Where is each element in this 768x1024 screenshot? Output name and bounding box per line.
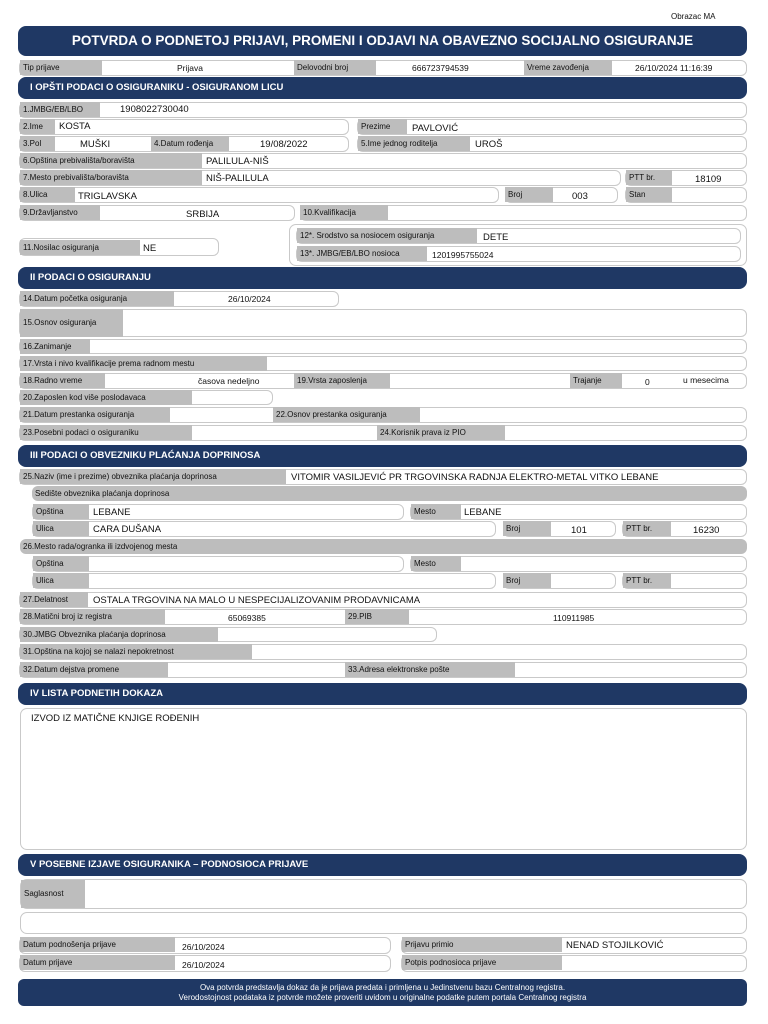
sed-mesto-label: Mesto <box>411 504 461 519</box>
sed-opstina-value: LEBANE <box>93 507 131 518</box>
ulica-label: 8.Ulica <box>20 187 75 202</box>
pol-value: MUŠKI <box>80 139 111 150</box>
sed-ulica-label: Ulica <box>33 521 89 536</box>
ime-value: KOSTA <box>59 121 91 132</box>
naziv-value: VITOMIR VASILJEVIĆ PR TRGOVINSKA RADNJA ELEKTRO-METAL VITKO LEBANE <box>291 472 659 483</box>
opstina-nepokretnost-label: 31.Opština na kojoj se nalazi nepokretnost <box>20 644 252 659</box>
mesto-rada-label: 26.Mesto rada/ogranka ili izdvojenog mesta <box>20 539 747 554</box>
primio-value: NENAD STOJILKOVIĆ <box>566 940 664 951</box>
datum-rodjenja-value: 19/08/2022 <box>260 139 308 150</box>
mr-mesto-label: Mesto <box>411 556 461 571</box>
mr-broj-label: Broj <box>503 573 551 588</box>
ptt-value: 18109 <box>695 174 722 185</box>
form-code: Obrazac MA <box>671 12 716 21</box>
kvalifikacija-label: 10.Kvalifikacija <box>300 205 388 220</box>
section-1-title: I OPŠTI PODACI O OSIGURANIKU - OSIGURANOM LICU <box>18 77 747 99</box>
naziv-label: 25.Naziv (ime i prezime) obveznika plaćanja doprinosa <box>20 469 286 484</box>
maticni-label: 28.Matični broj iz registra <box>20 609 165 624</box>
dokaz-item: IZVOD IZ MATIČNE KNJIGE ROĐENIH <box>31 713 200 724</box>
stan-label: Stan <box>626 187 672 202</box>
section-4-title: IV LISTA PODNETIH DOKAZA <box>18 683 747 705</box>
vrsta-zaposlenja-label: 19.Vrsta zaposlenja <box>294 373 390 388</box>
sed-mesto-value: LEBANE <box>464 507 502 518</box>
adresa-label: 33.Adresa elektronske pošte <box>345 662 515 677</box>
ime-label: 2.Ime <box>20 119 55 134</box>
delovodni-label: Delovodni broj <box>294 60 376 75</box>
izjava-box <box>20 912 747 934</box>
pocetak-value: 26/10/2024 <box>228 294 271 304</box>
row-zanimanje <box>19 339 747 354</box>
primio-label: Prijavu primio <box>402 937 562 952</box>
potpis-label: Potpis podnosioca prijave <box>402 955 562 970</box>
sed-ulica-value: CARA DUŠANA <box>93 524 162 535</box>
maticni-value: 65069385 <box>228 613 266 623</box>
section-2-title: II PODACI O OSIGURANJU <box>18 267 747 289</box>
mr-ulica-label: Ulica <box>33 573 89 588</box>
pib-label: 29.PIB <box>345 609 409 624</box>
vise-poslodavaca-label: 20.Zaposlen kod više poslodavaca <box>20 390 192 405</box>
row-osnov <box>19 309 747 337</box>
page-title: POTVRDA O PODNETOJ PRIJAVI, PROMENI I ODJAVI NA OBAVEZNO SOCIJALNO OSIGURANJE <box>18 26 747 56</box>
sed-opstina-label: Opština <box>33 504 89 519</box>
mr-ptt-label: PTT br. <box>623 573 671 588</box>
jmbg-nosioca-label: 13*. JMBG/EB/LBO nosioca <box>297 246 427 261</box>
pib-value: 110911985 <box>553 613 595 623</box>
opstina-value: PALILULA-NIŠ <box>206 156 269 167</box>
nosilac-label: 11.Nosilac osiguranja <box>20 240 140 255</box>
u-mesecima-text: u mesecima <box>683 375 729 385</box>
pocetak-label: 14.Datum početka osiguranja <box>20 291 174 306</box>
srodstvo-label: 12*. Srodstvo sa nosiocem osiguranja <box>297 228 477 243</box>
vreme-label: Vreme zavođenja <box>524 60 612 75</box>
delovodni-value: 666723794539 <box>412 63 469 73</box>
zanimanje-label: 16.Zanimanje <box>20 339 90 354</box>
jmbg-label: 1.JMBG/EB/LBO <box>20 102 100 117</box>
section-3-title: III PODACI O OBVEZNIKU PLAĆANJA DOPRINOSA <box>18 445 747 467</box>
osnov-label: 15.Osnov osiguranja <box>20 309 123 337</box>
vrsta-kval-label: 17.Vrsta i nivo kvalifikacije prema radnom mestu <box>20 356 267 371</box>
nosilac-value: NE <box>143 243 157 254</box>
sed-broj-value: 101 <box>571 525 587 536</box>
datum-rodjenja-label: 4.Datum rođenja <box>151 136 229 151</box>
tip-label: Tip prijave <box>20 60 102 75</box>
srodstvo-value: DETE <box>483 232 509 243</box>
sediste-label: Sedište obveznika plaćanja doprinosa <box>32 486 747 501</box>
footer-line-2: Verodostojnost podataka iz potvrde možete proveriti uvidom u originalne podatke putem portala Centralnog registra <box>178 993 587 1002</box>
trajanje-value: 0 <box>645 377 650 387</box>
radno-vreme-label: 18.Radno vreme <box>20 373 105 388</box>
saglasnost-box <box>20 879 747 909</box>
jmbg-value: 1908022730040 <box>120 104 189 115</box>
tip-value: Prijava <box>177 63 203 73</box>
dejstvo-label: 32.Datum dejstva promene <box>20 662 168 677</box>
roditelj-value: UROŠ <box>475 139 503 150</box>
sed-ptt-value: 16230 <box>693 525 720 536</box>
datum-prijave-label: Datum prijave <box>20 955 175 970</box>
jmbg-nosioca-value: 1201995755024 <box>432 250 494 260</box>
dokazi-box <box>20 708 747 850</box>
opstina-label: 6.Opština prebivališta/boravišta <box>20 153 202 168</box>
section-5-title: V POSEBNE IZJAVE OSIGURANIKA – PODNOSIOCA PRIJAVE <box>18 854 747 876</box>
datum-podnosenja-label: Datum podnošenja prijave <box>20 937 175 952</box>
broj-label: Broj <box>505 187 553 202</box>
prestanak-label: 21.Datum prestanka osiguranja <box>20 407 170 422</box>
sed-broj-label: Broj <box>503 521 551 536</box>
footer <box>18 979 747 1006</box>
footer-line-1: Ova potvrda predstavlja dokaz da je prijava predata i primljena u Jedinstvenu bazu Centralnog registra. <box>199 983 566 992</box>
datum-podnosenja-value: 26/10/2024 <box>182 942 225 952</box>
mesto-value: NIŠ-PALILULA <box>206 173 269 184</box>
mesto-label: 7.Mesto prebivališta/boravišta <box>20 170 202 185</box>
prezime-label: Prezime <box>358 119 407 134</box>
jmbg-obveznika-label: 30.JMBG Obveznika plaćanja doprinosa <box>20 627 218 642</box>
korisnik-label: 24.Korisnik prava iz PIO <box>377 425 505 440</box>
broj-value: 003 <box>572 191 588 202</box>
row-mr-ulica <box>32 573 496 589</box>
delatnost-value: OSTALA TRGOVINA NA MALO U NESPECIJALIZOVANIM PRODAVNICAMA <box>93 595 421 606</box>
datum-prijave-value: 26/10/2024 <box>182 960 225 970</box>
posebni-label: 23.Posebni podaci o osiguraniku <box>20 425 192 440</box>
mr-opstina-label: Opština <box>33 556 89 571</box>
roditelj-label: 5.Ime jednog roditelja <box>358 136 470 151</box>
casova-text: časova nedeljno <box>198 376 260 386</box>
saglasnost-label: Saglasnost <box>21 880 85 908</box>
osnov-prestanka-label: 22.Osnov prestanka osiguranja <box>273 407 420 422</box>
drzavljanstvo-label: 9.Državljanstvo <box>20 205 100 220</box>
pol-label: 3.Pol <box>20 136 55 151</box>
ulica-value: TRIGLAVSKA <box>78 191 137 202</box>
ptt-label: PTT br. <box>626 170 672 185</box>
sed-ptt-label: PTT br. <box>623 521 671 536</box>
delatnost-label: 27.Delatnost <box>20 592 88 607</box>
drzavljanstvo-value: SRBIJA <box>186 209 220 220</box>
prezime-value: PAVLOVIĆ <box>412 123 459 134</box>
trajanje-label: Trajanje <box>570 373 622 388</box>
vreme-value: 26/10/2024 11:16:39 <box>635 63 713 73</box>
